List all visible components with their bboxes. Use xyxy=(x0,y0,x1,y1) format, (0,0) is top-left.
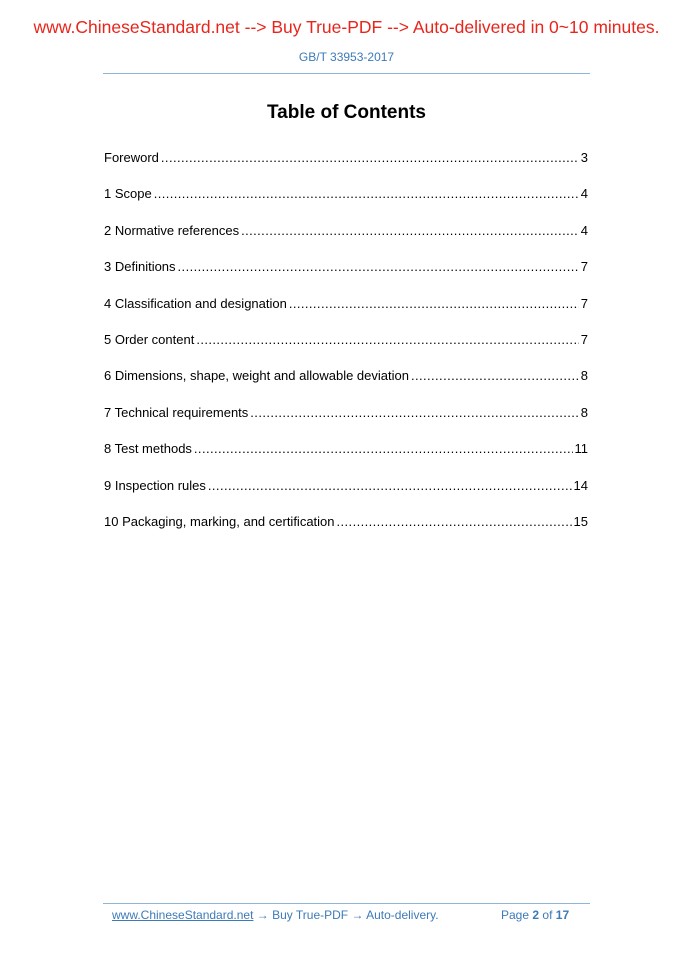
toc-entry-technical-requirements[interactable] xyxy=(104,405,588,441)
footer-site-link[interactable]: www.ChineseStandard.net xyxy=(112,908,254,922)
toc-entry-normative-references[interactable] xyxy=(104,223,588,259)
toc-entry-order-content[interactable] xyxy=(104,332,588,368)
toc-entry-test-methods[interactable] xyxy=(104,441,588,477)
page-title: Table of Contents xyxy=(266,102,427,123)
toc-entry-page: 7 xyxy=(580,331,588,347)
toc-entry-classification[interactable] xyxy=(104,296,588,332)
toc-entry-inspection-rules[interactable] xyxy=(104,478,588,514)
page-of: of xyxy=(542,908,553,922)
toc-entry-page: 11 xyxy=(574,441,588,457)
header-divider xyxy=(103,73,590,74)
top-banner[interactable]: www.ChineseStandard.net --> Buy True-PDF --> Auto-delivered in 0~10 minutes. xyxy=(33,17,660,37)
toc-dot-leader xyxy=(289,296,579,311)
toc-entry-label: 3 Definitions xyxy=(104,259,176,275)
toc-entry-page: 8 xyxy=(580,404,588,420)
footer-promo-text: → Buy True-PDF → Auto-delivery. xyxy=(253,908,439,922)
toc-entry-scope[interactable] xyxy=(104,186,588,222)
toc-entry-page: 7 xyxy=(580,259,588,275)
page-prefix: Page xyxy=(501,908,530,922)
toc-dot-leader xyxy=(161,150,579,165)
current-page-number: 2 xyxy=(532,908,540,922)
footer xyxy=(112,908,590,922)
toc-dot-leader xyxy=(411,368,579,383)
toc-entry-label: 8 Test methods xyxy=(104,441,192,457)
toc-dot-leader xyxy=(154,186,579,201)
toc-entry-page: 4 xyxy=(580,222,588,238)
footer-divider xyxy=(103,903,590,904)
toc-entry-label: 7 Technical requirements xyxy=(104,404,249,420)
toc-dot-leader xyxy=(178,259,579,274)
toc-entry-label: 4 Classification and designation xyxy=(104,295,287,311)
toc-entry-page: 14 xyxy=(573,477,588,493)
toc-entry-page: 8 xyxy=(580,368,588,384)
toc-dot-leader xyxy=(208,478,572,493)
toc-entry-label: 6 Dimensions, shape, weight and allowable deviation xyxy=(104,368,409,384)
toc-entry-label: 5 Order content xyxy=(104,331,195,347)
toc-entry-label: 10 Packaging, marking, and certification xyxy=(104,513,335,529)
page-indicator xyxy=(501,908,569,922)
toc-dot-leader xyxy=(196,332,578,347)
total-pages: 17 xyxy=(555,908,570,922)
toc-entry-foreword[interactable] xyxy=(104,150,588,186)
toc-entry-packaging[interactable] xyxy=(104,514,588,550)
document-code: GB/T 33953-2017 xyxy=(298,50,395,64)
toc-entry-label: 2 Normative references xyxy=(104,222,240,238)
toc-dot-leader xyxy=(241,223,579,238)
toc-dot-leader xyxy=(250,405,578,420)
toc-dot-leader xyxy=(194,441,573,456)
toc-entry-label: Foreword xyxy=(104,150,159,165)
toc-list xyxy=(104,150,588,550)
toc-dot-leader xyxy=(337,514,572,529)
toc-entry-page: 4 xyxy=(580,186,588,202)
toc-entry-label: 9 Inspection rules xyxy=(104,477,206,493)
toc-entry-definitions[interactable] xyxy=(104,259,588,295)
toc-entry-page: 15 xyxy=(573,513,588,529)
toc-entry-label: 1 Scope xyxy=(104,186,152,202)
toc-entry-dimensions[interactable] xyxy=(104,368,588,404)
toc-entry-page: 3 xyxy=(580,150,588,165)
toc-entry-page: 7 xyxy=(580,295,588,311)
